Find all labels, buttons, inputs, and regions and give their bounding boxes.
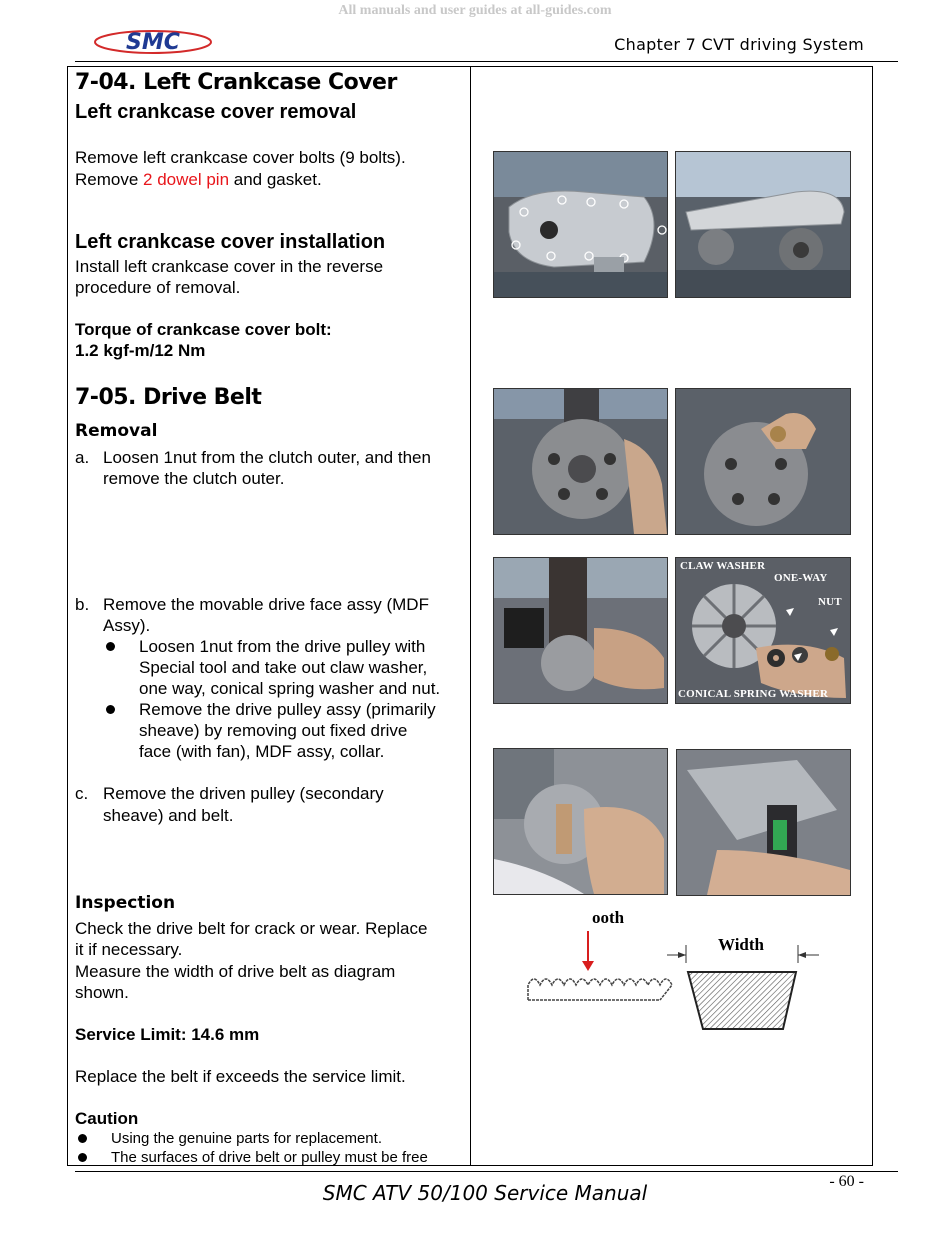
step-a-label: a.: [75, 448, 90, 467]
caption-claw-washer: CLAW WASHER: [680, 560, 766, 572]
replace-line: Replace the belt if exceeds the service limit.: [75, 1067, 406, 1086]
step-c-line-2: sheave) and belt.: [103, 806, 234, 825]
photo-washer-parts: [675, 557, 851, 704]
diagram-tooth-label: ooth: [592, 908, 625, 927]
belt-width-diagram: [505, 905, 835, 1040]
svg-text:SMC: SMC: [126, 30, 180, 55]
manual-title: SMC ATV 50/100 Service Manual: [322, 1181, 648, 1205]
page-number: - 60 -: [829, 1173, 864, 1190]
footer-rule: [75, 1171, 898, 1172]
photo-drive-pulley-tool: [493, 557, 668, 704]
step-b-line-2: Assy).: [103, 616, 151, 635]
diagram-width-label: Width: [718, 935, 764, 954]
service-limit: Service Limit: 14.6 mm: [75, 1025, 260, 1044]
step-b-bullet1-line-2: Special tool and take out claw washer,: [139, 658, 428, 677]
photo-clutch-removed: [675, 388, 851, 535]
chapter-title: Chapter 7 CVT driving System: [614, 35, 864, 54]
caption-nut: NUT: [818, 596, 842, 608]
step-b-bullet2-line-3: face (with fan), MDF assy, collar.: [139, 742, 385, 761]
inspection-heading: Inspection: [75, 893, 176, 913]
removal-line-1: Remove left crankcase cover bolts (9 bolts).: [75, 148, 406, 167]
caption-conical-spring-washer: CONICAL SPRING WASHER: [678, 688, 829, 700]
torque-line-1: Torque of crankcase cover bolt:: [75, 320, 332, 339]
bullet-icon: [106, 705, 115, 714]
inspection-line-1: Check the drive belt for crack or wear. Replace: [75, 919, 428, 938]
step-a-line-1: Loosen 1nut from the clutch outer, and then: [103, 448, 431, 467]
removal-heading: Left crankcase cover removal: [75, 101, 357, 123]
drive-belt-removal-heading: Removal: [75, 421, 158, 441]
step-b-bullet2-line-2: sheave) by removing out fixed drive: [139, 721, 408, 740]
install-line-1: Install left crankcase cover in the reverse: [75, 257, 384, 276]
install-heading: Left crankcase cover installation: [75, 231, 386, 253]
inspection-line-3: Measure the width of drive belt as diagram: [75, 962, 396, 981]
torque-line-2: 1.2 kgf-m/12 Nm: [75, 341, 206, 360]
watermark: All manuals and user guides at all-guides.com: [338, 3, 612, 18]
step-b-bullet2-line-1: Remove the drive pulley assy (primarily: [139, 700, 436, 719]
photo-cover-bolts: [493, 151, 668, 298]
step-b-line-1: Remove the movable drive face assy (MDF: [103, 595, 429, 614]
photo-belt-removal: [676, 749, 851, 896]
header-rule: [75, 61, 898, 62]
dowel-pin-highlight: 2 dowel pin: [143, 170, 230, 189]
inspection-line-4: shown.: [75, 983, 129, 1002]
bullet-icon: [78, 1134, 87, 1143]
step-b-bullet1-line-3: one way, conical spring washer and nut.: [139, 679, 441, 698]
column-divider: [470, 66, 471, 1166]
bullet-icon: [106, 642, 115, 651]
caution-item-2: The surfaces of drive belt or pulley must be free: [111, 1149, 428, 1166]
inspection-line-2: it if necessary.: [75, 940, 183, 959]
photo-driven-pulley: [493, 748, 668, 895]
step-b-bullet1-line-1: Loosen 1nut from the drive pulley with: [139, 637, 426, 656]
removal-line-2: Remove 2 dowel pin and gasket.: [75, 170, 322, 189]
install-line-2: procedure of removal.: [75, 278, 241, 297]
bullet-icon: [78, 1153, 87, 1162]
photo-cover-lift: [675, 151, 851, 298]
caption-one-way: ONE-WAY: [774, 572, 828, 584]
section-7-04-title: 7-04. Left Crankcase Cover: [75, 70, 397, 95]
step-b-label: b.: [75, 595, 90, 614]
caution-item-1: Using the genuine parts for replacement.: [111, 1130, 382, 1147]
caution-heading: Caution: [75, 1109, 139, 1128]
step-c-line-1: Remove the driven pulley (secondary: [103, 784, 384, 803]
step-c-label: c.: [75, 784, 89, 803]
step-a-line-2: remove the clutch outer.: [103, 469, 285, 488]
photo-clutch-tool: [493, 388, 668, 535]
section-7-05-title: 7-05. Drive Belt: [75, 385, 262, 410]
smc-logo: [93, 24, 213, 60]
